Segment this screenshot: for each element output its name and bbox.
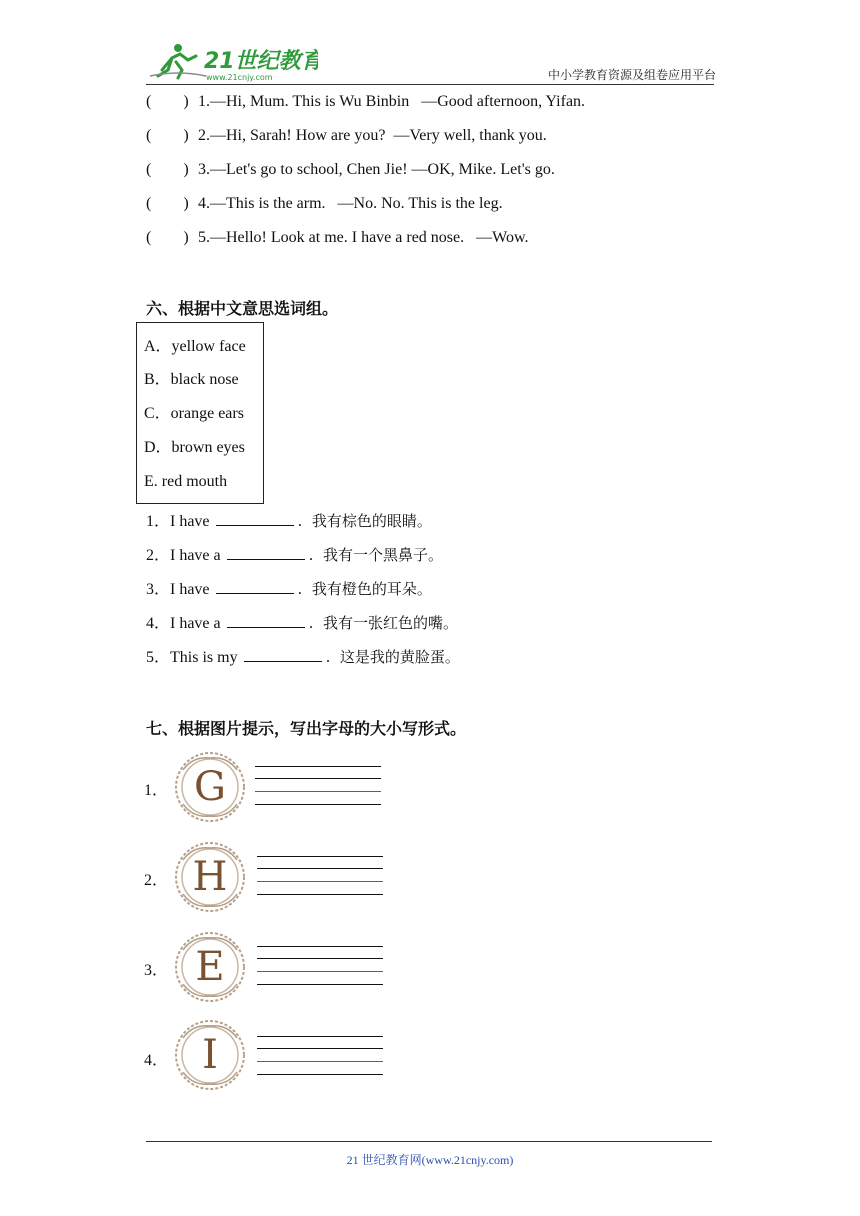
runner-icon xyxy=(150,44,206,78)
answer-blank[interactable] xyxy=(216,579,294,594)
answer-paren[interactable]: ( ) xyxy=(146,161,189,178)
dialogue-text: 5.—Hello! Look at me. I have a red nose. —Wow. xyxy=(198,229,529,246)
answer-paren[interactable]: ( ) xyxy=(146,93,189,110)
fill-item xyxy=(146,511,432,532)
item-number: 3． xyxy=(144,962,169,979)
dialogue-text: 3.—Let's go to school, Chen Jie! —OK, Mike. Let's go. xyxy=(198,161,555,178)
answer-blank[interactable] xyxy=(216,511,294,526)
dialogue-item xyxy=(146,126,547,146)
svg-text:21世纪教育: 21世纪教育 xyxy=(204,49,318,74)
item-number: 1． xyxy=(144,782,169,799)
section7-title: 七、根据图片提示，写出字母的大小写形式。 xyxy=(146,719,467,738)
dialogue-text: 4.—This is the arm. —No. No. This is the leg. xyxy=(198,195,503,212)
answer-blank[interactable] xyxy=(244,647,322,662)
letter-medallion-image xyxy=(173,750,247,824)
header-divider xyxy=(146,84,714,85)
fill-item xyxy=(146,579,432,600)
fill-suffix: . 我有棕色的眼睛。 xyxy=(297,512,432,530)
fill-prefix: 1．I have xyxy=(146,513,210,530)
fill-prefix: 2．I have a xyxy=(146,547,221,564)
dialogue-text: 2.—Hi, Sarah! How are you? —Very well, thank you. xyxy=(198,127,547,144)
writing-lines[interactable] xyxy=(257,946,383,986)
word-option: D．brown eyes xyxy=(144,439,245,456)
dialogue-item xyxy=(146,228,528,248)
answer-blank[interactable] xyxy=(227,613,305,628)
writing-lines[interactable] xyxy=(255,766,381,806)
word-option: B．black nose xyxy=(144,371,239,388)
svg-text:E: E xyxy=(195,944,225,990)
word-option: C．orange ears xyxy=(144,405,244,422)
answer-paren[interactable]: ( ) xyxy=(146,195,189,212)
fill-suffix: . 我有一张红色的嘴。 xyxy=(308,614,458,632)
word-option: E. red mouth xyxy=(144,473,228,490)
fill-prefix: 4．I have a xyxy=(146,615,221,632)
dialogue-item xyxy=(146,92,585,112)
svg-text:G: G xyxy=(194,764,226,810)
writing-lines[interactable] xyxy=(257,856,383,896)
svg-text:H: H xyxy=(192,854,228,900)
answer-blank[interactable] xyxy=(227,545,305,560)
dialogue-item xyxy=(146,160,555,180)
letter-medallion-image xyxy=(173,1018,247,1092)
site-logo xyxy=(148,40,318,82)
dialogue-text: 1.—Hi, Mum. This is Wu Binbin —Good afternoon, Yifan. xyxy=(198,93,586,110)
letter-medallion-image xyxy=(173,840,247,914)
dialogue-item xyxy=(146,194,503,214)
section6-title: 六、根据中文意思选词组。 xyxy=(146,299,339,318)
fill-suffix: . 我有一个黑鼻子。 xyxy=(308,546,443,564)
footer-text: 21 世纪教育网(www.21cnjy.com) xyxy=(346,1153,514,1167)
fill-item xyxy=(146,613,458,634)
word-option: A．yellow face xyxy=(144,338,246,355)
letter-medallion-image xyxy=(173,930,247,1004)
fill-suffix: . 我有橙色的耳朵。 xyxy=(297,580,432,598)
fill-item xyxy=(146,545,443,566)
item-number: 2． xyxy=(144,872,169,889)
answer-paren[interactable]: ( ) xyxy=(146,127,189,144)
fill-prefix: 5．This is my xyxy=(146,649,238,666)
answer-paren[interactable]: ( ) xyxy=(146,229,189,246)
footer-divider xyxy=(146,1141,712,1142)
fill-suffix: . 这是我的黄脸蛋。 xyxy=(325,648,460,666)
svg-text:I: I xyxy=(202,1032,218,1078)
writing-lines[interactable] xyxy=(257,1036,383,1076)
item-number: 4． xyxy=(144,1052,169,1069)
svg-text:www.21cnjy.com: www.21cnjy.com xyxy=(206,73,273,82)
header-title: 中小学教育资源及组卷应用平台 xyxy=(547,68,716,82)
fill-item xyxy=(146,647,460,668)
fill-prefix: 3．I have xyxy=(146,581,210,598)
